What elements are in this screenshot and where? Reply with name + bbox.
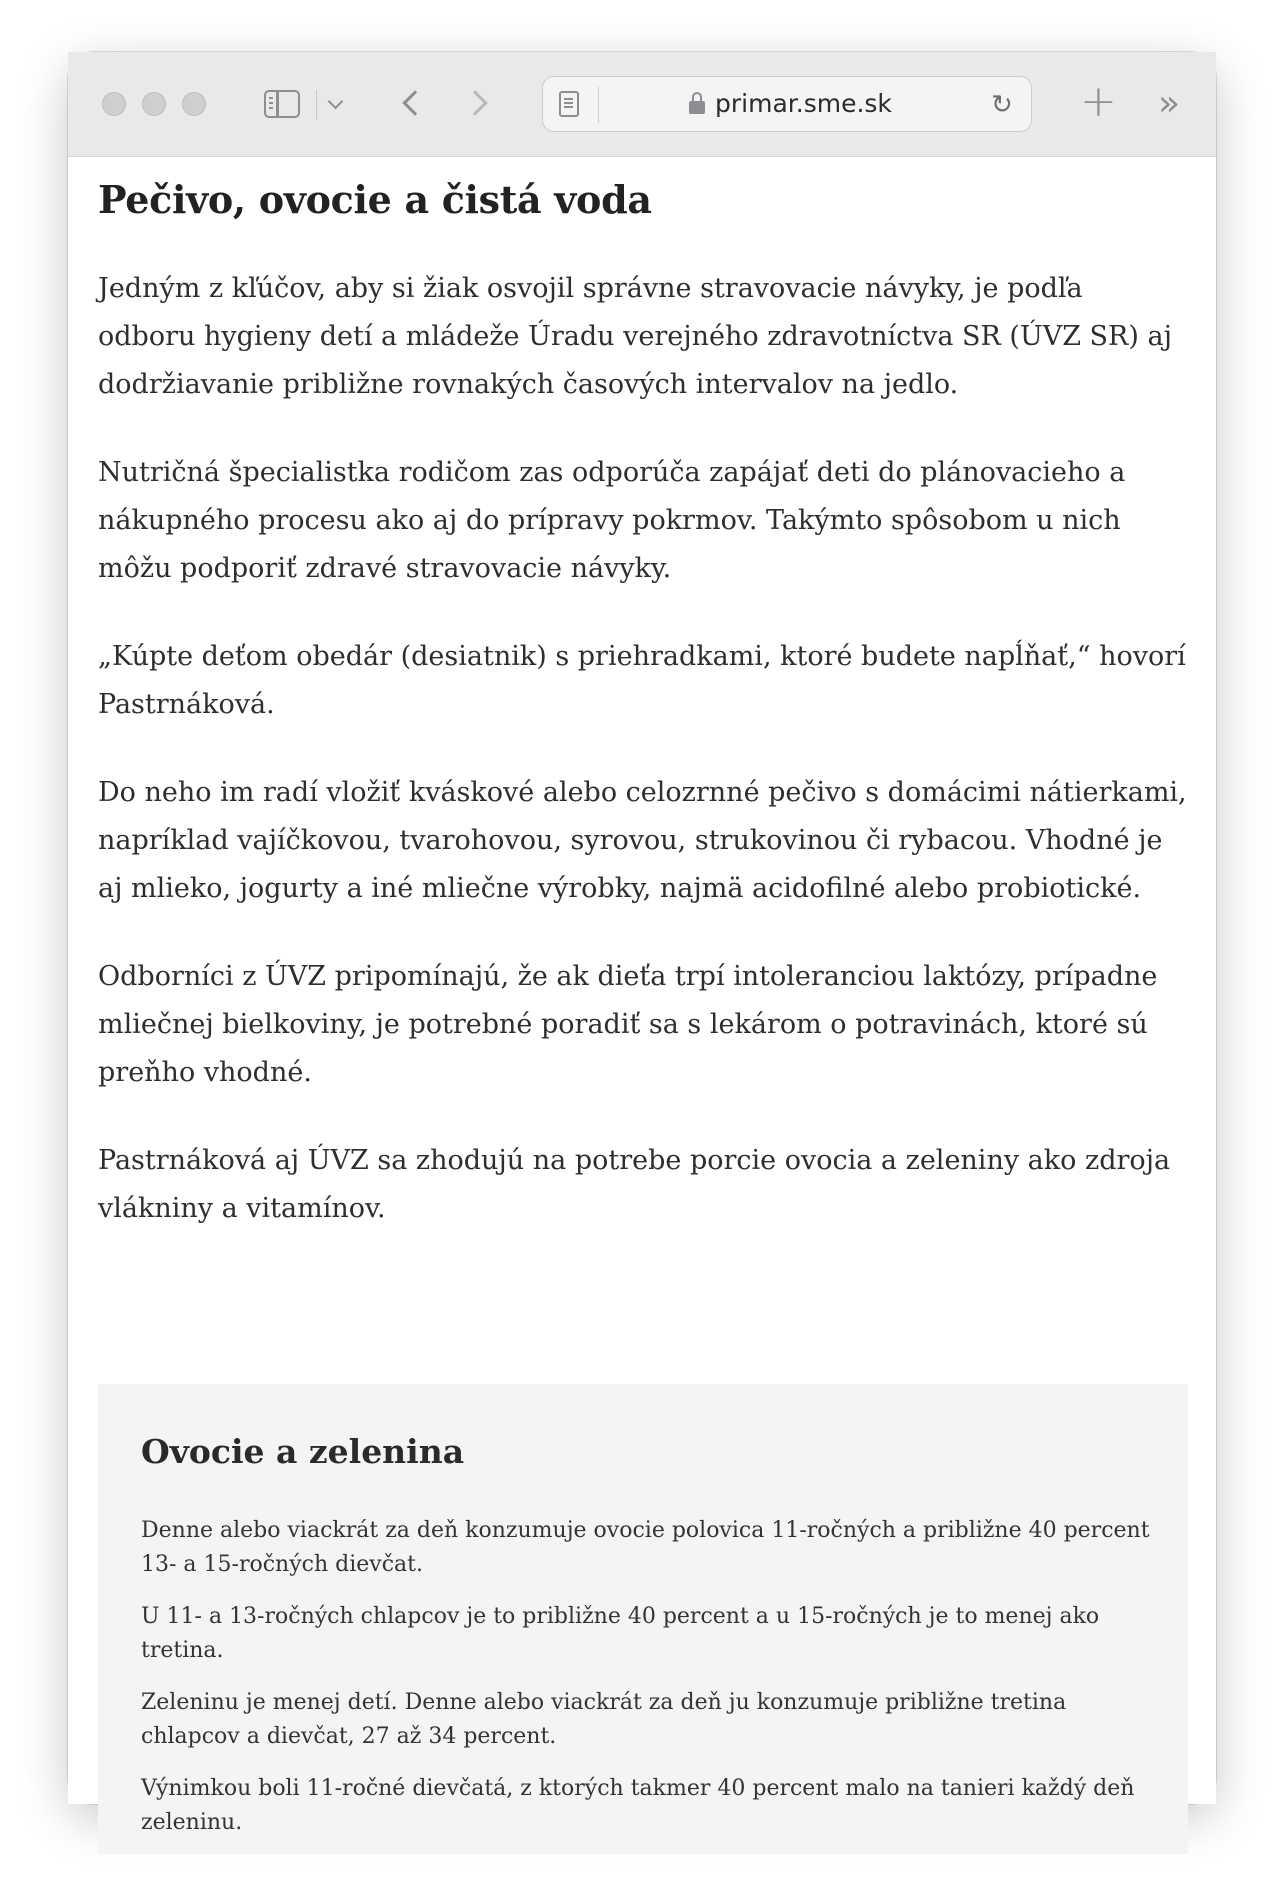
article-body	[98, 265, 1188, 1273]
page-content	[68, 157, 1216, 1835]
section-heading: Pečivo, ovocie a čistá voda	[98, 177, 652, 222]
info-box-paragraph: Zeleninu je menej detí. Denne alebo viackrát za deň ju konzumuje približne tretina chlapcov a dievčat, 27 až 34 percent.	[141, 1690, 1067, 1749]
info-box-heading: Ovocie a zelenina	[141, 1432, 465, 1471]
sidebar-toggle-icon[interactable]	[264, 90, 300, 118]
browser-window	[68, 52, 1216, 1835]
article-paragraph: Do neho im radí vložiť kváskové alebo celozrnné pečivo s domácimi nátierkami, napríklad vajíčkovou, tvarohovou, syrovou, strukovinou či rybacou. Vhodné je aj mlieko, jogurty a iné mliečne výrobky, najmä acidofilné alebo probiotické.	[98, 777, 1187, 904]
back-arrow-icon[interactable]	[402, 90, 427, 115]
info-box-paragraph: Denne alebo viackrát za deň konzumuje ovocie polovica 11-ročných a približne 40 percent 13- a 15-ročných dievčat.	[141, 1518, 1150, 1577]
info-box-paragraph: Výnimkou boli 11-ročné dievčatá, z ktorých takmer 40 percent malo na tanieri každý deň zeleninu.	[141, 1776, 1135, 1835]
toolbar-divider	[316, 90, 317, 120]
chevron-down-icon[interactable]	[328, 94, 344, 110]
info-box	[98, 1384, 1188, 1854]
minimize-window-button[interactable]	[142, 92, 166, 116]
browser-toolbar	[68, 52, 1216, 157]
more-tabs-icon[interactable]: »	[1158, 83, 1181, 124]
url-text[interactable]: primar.sme.sk	[715, 89, 892, 118]
article-paragraph: „Kúpte deťom obedár (desiatnik) s priehradkami, ktoré budete napĺňať,“ hovorí Pastrnáková.	[98, 641, 1186, 720]
info-box-paragraph: U 11- a 13-ročných chlapcov je to približne 40 percent a u 15-ročných je to menej ako tretina.	[141, 1604, 1100, 1663]
address-separator	[598, 87, 599, 123]
new-tab-icon[interactable]: +	[1080, 76, 1117, 127]
reload-icon[interactable]: ↻	[991, 90, 1013, 120]
reader-mode-icon[interactable]	[559, 91, 579, 117]
article-paragraph: Nutričná špecialistka rodičom zas odporúča zapájať deti do plánovacieho a nákupného procesu ako aj do prípravy pokrmov. Takýmto spôsobom u nich môžu podporiť zdravé stravovacie návyky.	[98, 457, 1126, 584]
forward-arrow-icon[interactable]	[462, 90, 487, 115]
article-paragraph: Jedným z kľúčov, aby si žiak osvojil správne stravovacie návyky, je podľa odboru hygieny detí a mládeže Úradu verejného zdravotníctva SR (ÚVZ SR) aj dodržiavanie približne rovnakých časových intervalov na jedlo.	[98, 273, 1172, 400]
article-paragraph: Pastrnáková aj ÚVZ sa zhodujú na potrebe porcie ovocia a zeleniny ako zdroja vlákniny a vitamínov.	[98, 1145, 1171, 1224]
info-box-body	[141, 1514, 1151, 1858]
article-paragraph: Odborníci z ÚVZ pripomínajú, že ak dieťa trpí intoleranciou laktózy, prípadne mliečnej bielkoviny, je potrebné poradiť sa s lekárom o potravinách, ktoré sú preňho vhodné.	[98, 961, 1158, 1088]
address-bar[interactable]	[542, 76, 1032, 132]
close-window-button[interactable]	[102, 92, 126, 116]
lock-icon	[689, 101, 705, 114]
zoom-window-button[interactable]	[182, 92, 206, 116]
